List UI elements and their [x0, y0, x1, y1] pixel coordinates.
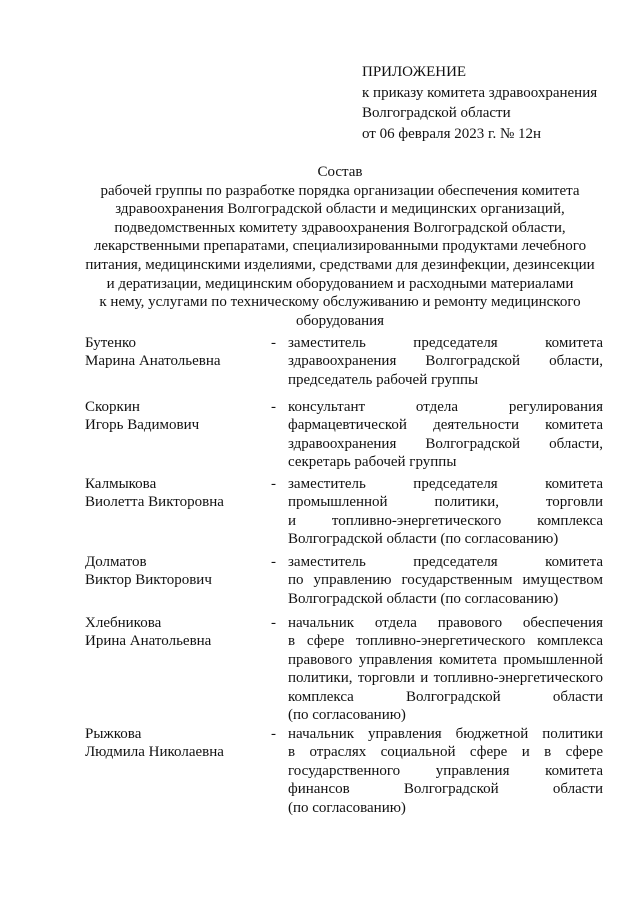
member-given-name: Марина Анатольевна	[85, 353, 221, 370]
role-line: в сфере топливно-энергетического комплекса	[288, 633, 603, 650]
role-line: государственного управления комитета	[288, 762, 603, 779]
annex-line: Волгоградской области	[362, 105, 511, 121]
role-line: консультант отдела регулирования	[288, 399, 603, 415]
role-line: промышленной политики, торговли	[288, 494, 603, 511]
member-dash: -	[271, 335, 276, 351]
role-line: начальник управления бюджетной политики	[288, 726, 603, 742]
member-name	[85, 614, 265, 651]
role-line: фармацевтической деятельности комитета	[288, 417, 603, 434]
member-given-name: Виктор Викторович	[85, 572, 212, 589]
document-heading	[60, 163, 620, 330]
role-line: и топливно-энергетического комплекса	[288, 512, 603, 529]
annex-block	[362, 62, 622, 144]
member-role	[288, 725, 603, 817]
role-line: здравоохранения Волгоградской области,	[288, 435, 603, 452]
role-line: здравоохранения Волгоградской области,	[288, 353, 603, 370]
heading-line: оборудования	[295, 312, 385, 329]
role-line: политики, торговли и топливно-энергетического	[288, 670, 603, 687]
heading-line: к нему, услугами по техническому обслуживанию и ремонту медицинского	[99, 294, 581, 311]
member-role	[288, 398, 603, 472]
heading-line: здравоохранения Волгоградской области и медицинских организаций,	[115, 201, 565, 218]
member-name	[85, 398, 265, 435]
member-name	[85, 475, 265, 512]
role-line: начальник отдела правового обеспечения	[288, 615, 603, 631]
member-name	[85, 334, 265, 371]
member-given-name: Виолетта Викторовна	[85, 494, 224, 511]
member-given-name: Игорь Вадимович	[85, 417, 200, 434]
annex-title: ПРИЛОЖЕНИЕ	[362, 64, 467, 80]
role-line: заместитель председателя комитета	[288, 335, 603, 351]
heading-line: питания, медицинскими изделиями, средствами для дезинфекции, дезинсекции	[85, 256, 595, 273]
member-given-name: Ирина Анатольевна	[85, 633, 212, 650]
member-name	[85, 725, 265, 762]
member-surname: Скоркин	[85, 399, 140, 415]
role-line: (по согласованию)	[288, 707, 406, 724]
member-dash: -	[271, 726, 276, 742]
member-name	[85, 553, 265, 590]
member-surname: Хлебникова	[85, 615, 162, 631]
heading-line: лекарственными препаратами, специализированными продуктами лечебного	[93, 238, 587, 255]
member-role	[288, 614, 603, 724]
heading-line: рабочей группы по разработке порядка организации обеспечения комитета	[100, 182, 580, 199]
annex-line: к приказу комитета здравоохранения	[362, 84, 598, 101]
role-line: заместитель председателя комитета	[288, 554, 603, 570]
member-dash: -	[271, 399, 276, 415]
role-line: правового управления комитета промышленной	[288, 651, 603, 668]
annex-line: от 06 февраля 2023 г. № 12н	[362, 125, 542, 142]
member-dash: -	[271, 554, 276, 570]
role-line: Волгоградской области (по согласованию)	[288, 590, 559, 607]
member-role	[288, 475, 603, 549]
role-line: Волгоградской области (по согласованию)	[288, 531, 559, 548]
member-surname: Долматов	[85, 554, 147, 570]
role-line: в отраслях социальной сфере и в сфере	[288, 744, 603, 761]
heading-title: Состав	[317, 164, 363, 180]
member-dash: -	[271, 615, 276, 631]
role-line: комплекса Волгоградской области	[288, 688, 603, 705]
member-surname: Рыжкова	[85, 726, 142, 742]
role-line: председатель рабочей группы	[288, 371, 479, 388]
member-role	[288, 553, 603, 608]
member-surname: Калмыкова	[85, 476, 157, 492]
role-line: (по согласованию)	[288, 799, 406, 816]
heading-line: и дератизации, медицинским оборудованием и расходными материалами	[106, 275, 574, 292]
role-line: секретарь рабочей группы	[288, 454, 457, 471]
heading-line: подведомственных комитету здравоохранения Волгоградской области,	[114, 219, 566, 236]
member-given-name: Людмила Николаевна	[85, 744, 224, 761]
member-dash: -	[271, 476, 276, 492]
role-line: заместитель председателя комитета	[288, 476, 603, 492]
member-role	[288, 334, 603, 389]
role-line: по управлению государственным имуществом	[288, 572, 603, 589]
role-line: финансов Волгоградской области	[288, 781, 603, 798]
member-surname: Бутенко	[85, 335, 137, 351]
